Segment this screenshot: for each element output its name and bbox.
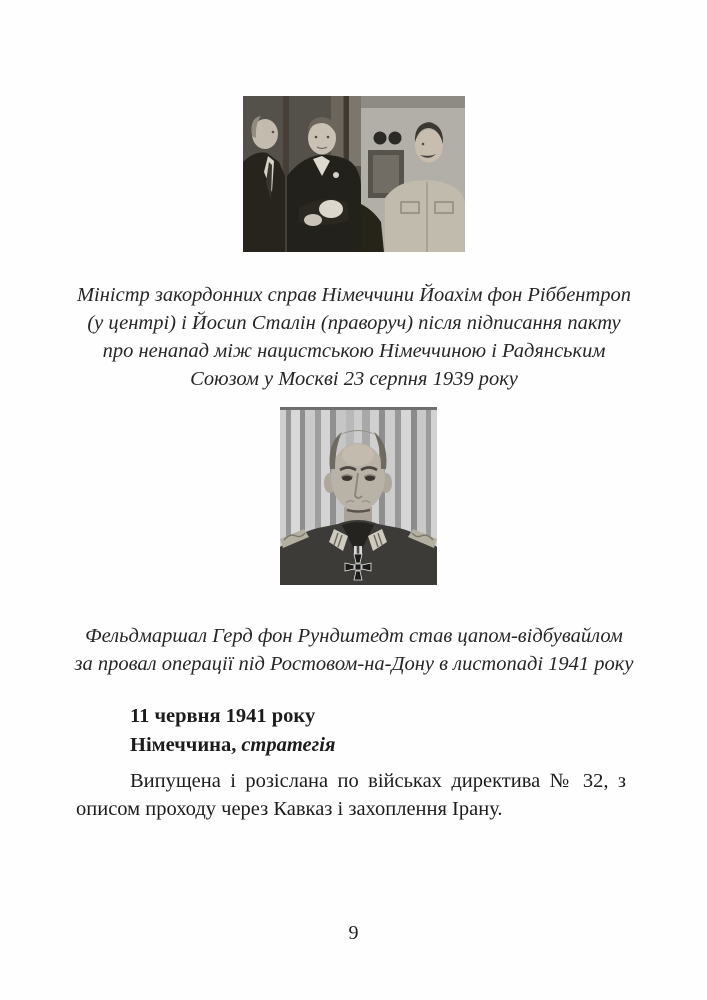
figure-rundstedt — [280, 407, 437, 585]
photo-caption-ribbentrop-stalin: Міністр закордонних справ Німеччини Йоахім фон Ріббентроп (у центрі) і Йосип Сталін (праворуч) після підписання пакту про ненапад між нацистською Німеччиною і Радянським Союзом у Москві 23 серпня 1939 року — [76, 284, 632, 390]
photo-caption-rundstedt: Фельдмаршал Герд фон Рундштедт став цапом-відбувайлом за провал операції під Ростовом-на-Дону в листопаді 1941 року — [74, 625, 634, 675]
rundstedt-photo — [280, 407, 437, 585]
entry-date-heading: 11 червня 1941 року — [130, 705, 316, 727]
entry-topic-heading — [130, 731, 626, 760]
ribbentrop-stalin-photo — [243, 96, 465, 252]
figure-ribbentrop-stalin — [243, 96, 465, 252]
entry-category: стратегія — [241, 734, 336, 756]
entry-country: Німеччина, — [130, 734, 237, 756]
diary-entry — [76, 702, 626, 823]
page-number: 9 — [348, 922, 359, 944]
entry-body-text: Випущена і розіслана по військах директива № 32, з описом проходу через Кавказ і захоплення Ірану. — [76, 770, 626, 820]
